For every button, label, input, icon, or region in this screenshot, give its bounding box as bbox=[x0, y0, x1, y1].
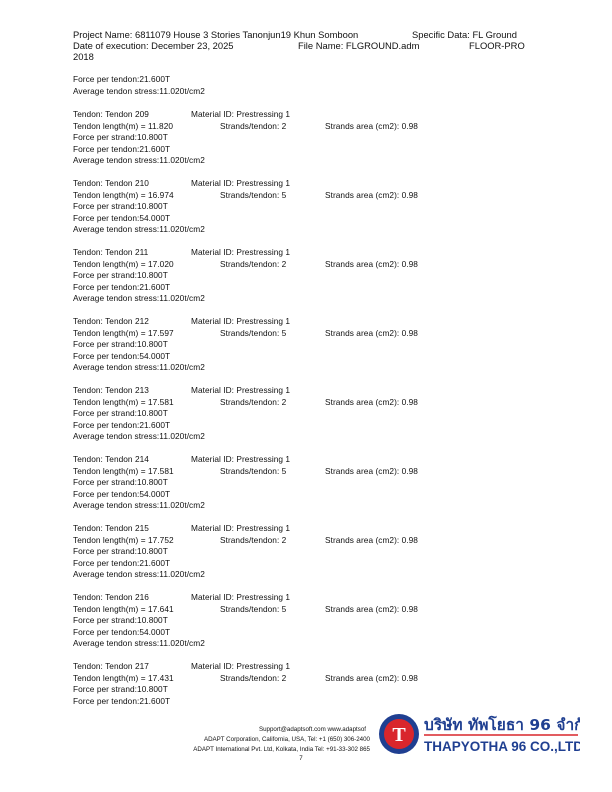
tendon-name: Tendon: Tendon 213 bbox=[73, 385, 149, 395]
tendon-row bbox=[73, 178, 291, 188]
force-per-strand: Force per strand:10.800T bbox=[73, 270, 168, 280]
tendon-row bbox=[73, 489, 170, 499]
material-id: Material ID: Prestressing 1 bbox=[191, 661, 291, 671]
product-year: 2018 bbox=[73, 51, 94, 62]
strands-per-tendon: Strands/tendon: 2 bbox=[220, 120, 287, 131]
tendon-row bbox=[73, 282, 170, 292]
logo-thai-name: บริษัท ทัพโยธา 96 จำกัด bbox=[424, 716, 580, 734]
tendon-row bbox=[73, 109, 291, 119]
force-per-tendon: Force per tendon:21.600T bbox=[73, 557, 171, 568]
tendon-name: Tendon: Tendon 215 bbox=[73, 523, 149, 533]
average-tendon-stress: Average tendon stress:11.020t/cm2 bbox=[73, 431, 205, 441]
material-id: Material ID: Prestressing 1 bbox=[191, 523, 291, 533]
strands-area: Strands area (cm2): 0.98 bbox=[325, 327, 418, 338]
company-logo-mark bbox=[378, 713, 580, 757]
project-name: Project Name: 6811079 House 3 Stories Tanonjun19 Khun Somboon bbox=[73, 29, 359, 40]
strands-area: Strands area (cm2): 0.98 bbox=[325, 189, 418, 200]
tendon-row bbox=[73, 408, 168, 418]
tendon-row bbox=[73, 569, 205, 579]
material-id: Material ID: Prestressing 1 bbox=[191, 592, 291, 602]
footer-support: Support@adaptsoft.com www.adaptsof bbox=[258, 726, 366, 733]
tendon-row bbox=[73, 351, 170, 361]
average-tendon-stress: Average tendon stress:11.020t/cm2 bbox=[73, 155, 205, 165]
force-per-tendon: Force per tendon:21.600T bbox=[73, 419, 171, 430]
strands-area: Strands area (cm2): 0.98 bbox=[325, 534, 418, 545]
logo-english-name: THAPYOTHA 96 CO.,LTD. bbox=[424, 739, 580, 754]
force-per-strand: Force per strand:10.800T bbox=[73, 477, 168, 487]
tendon-row bbox=[73, 592, 291, 602]
force-per-tendon: Force per tendon:21.600T bbox=[73, 695, 171, 706]
tendon-row bbox=[73, 339, 168, 349]
average-tendon-stress: Average tendon stress:11.020t/cm2 bbox=[73, 638, 205, 648]
tendon-row bbox=[73, 477, 168, 487]
strands-area: Strands area (cm2): 0.98 bbox=[325, 120, 418, 131]
tendon-row bbox=[73, 627, 170, 637]
tendon-length: Tendon length(m) = 17.581 bbox=[73, 465, 174, 476]
strands-per-tendon: Strands/tendon: 2 bbox=[220, 534, 287, 545]
force-per-strand: Force per strand:10.800T bbox=[73, 132, 168, 142]
tendon-length: Tendon length(m) = 17.597 bbox=[73, 327, 174, 338]
tendon-row bbox=[73, 431, 205, 441]
page-number: 7 bbox=[299, 755, 303, 762]
force-per-strand: Force per strand:10.800T bbox=[73, 615, 168, 625]
force-per-tendon: Force per tendon:21.600T bbox=[73, 143, 171, 154]
tendon-row bbox=[73, 558, 170, 568]
tendon-row bbox=[73, 362, 205, 372]
force-per-tendon: Force per tendon:54.000T bbox=[73, 626, 171, 637]
header-line-1 bbox=[73, 29, 358, 40]
tendon-row bbox=[73, 213, 170, 223]
tendon-row bbox=[73, 546, 168, 556]
file-name: File Name: FLGROUND.adm bbox=[298, 40, 420, 51]
tendon-row bbox=[73, 316, 291, 326]
logo-letter: T bbox=[392, 724, 406, 746]
tendon-row bbox=[73, 132, 168, 142]
average-tendon-stress: Average tendon stress:11.020t/cm2 bbox=[73, 569, 205, 579]
execution-date: Date of execution: December 23, 2025 bbox=[73, 40, 234, 51]
tendon-row bbox=[73, 144, 170, 154]
strands-area: Strands area (cm2): 0.98 bbox=[325, 465, 418, 476]
force-per-strand: Force per strand:10.800T bbox=[73, 546, 168, 556]
strands-per-tendon: Strands/tendon: 5 bbox=[220, 189, 287, 200]
tendon-row bbox=[73, 201, 168, 211]
tendon-name: Tendon: Tendon 214 bbox=[73, 454, 149, 464]
material-id: Material ID: Prestressing 1 bbox=[191, 385, 291, 395]
force-per-strand: Force per strand:10.800T bbox=[73, 201, 168, 211]
tendon-length: Tendon length(m) = 17.431 bbox=[73, 672, 174, 683]
tendon-row bbox=[73, 615, 168, 625]
specific-data: Specific Data: FL Ground bbox=[412, 29, 517, 40]
tendon-row bbox=[73, 638, 205, 648]
force-per-tendon: Force per tendon:54.000T bbox=[73, 212, 171, 223]
tendon-name: Tendon: Tendon 216 bbox=[73, 592, 149, 602]
force-per-tendon: Force per tendon:21.600T bbox=[73, 281, 171, 292]
strands-per-tendon: Strands/tendon: 5 bbox=[220, 327, 287, 338]
tendon-row bbox=[73, 189, 418, 200]
tendon-name: Tendon: Tendon 217 bbox=[73, 661, 149, 671]
tendon-length: Tendon length(m) = 17.020 bbox=[73, 258, 174, 269]
tendon-name: Tendon: Tendon 210 bbox=[73, 178, 149, 188]
tendon-row bbox=[73, 696, 170, 706]
strands-per-tendon: Strands/tendon: 2 bbox=[220, 672, 287, 683]
tendon-row bbox=[73, 293, 205, 303]
force-per-strand: Force per strand:10.800T bbox=[73, 339, 168, 349]
tendon-name: Tendon: Tendon 212 bbox=[73, 316, 149, 326]
tendon-length: Tendon length(m) = 16.974 bbox=[73, 189, 174, 200]
tendon-row bbox=[73, 672, 418, 683]
tendon-length: Tendon length(m) = 17.752 bbox=[73, 534, 174, 545]
tendon-length: Tendon length(m) = 17.641 bbox=[73, 603, 174, 614]
average-tendon-stress: Average tendon stress:11.020t/cm2 bbox=[73, 362, 205, 372]
tendon-row bbox=[73, 120, 418, 131]
tendon-name: Tendon: Tendon 209 bbox=[73, 109, 149, 119]
average-tendon-stress: Average tendon stress:11.020t/cm2 bbox=[73, 500, 205, 510]
footer-corporation: ADAPT Corporation, California, USA, Tel: +1 (650) 306-2400 bbox=[203, 736, 370, 743]
material-id: Material ID: Prestressing 1 bbox=[191, 316, 291, 326]
strands-area: Strands area (cm2): 0.98 bbox=[325, 672, 418, 683]
tendon-row bbox=[73, 603, 418, 614]
tendon-row bbox=[73, 224, 205, 234]
strands-per-tendon: Strands/tendon: 2 bbox=[220, 258, 287, 269]
tendon-row bbox=[73, 396, 418, 407]
tendon-row bbox=[73, 327, 418, 338]
tendon-row bbox=[73, 454, 291, 464]
tendon-row bbox=[73, 465, 418, 476]
material-id: Material ID: Prestressing 1 bbox=[191, 178, 291, 188]
tendon-row bbox=[73, 534, 418, 545]
strands-per-tendon: Strands/tendon: 5 bbox=[220, 465, 287, 476]
strands-area: Strands area (cm2): 0.98 bbox=[325, 396, 418, 407]
strands-area: Strands area (cm2): 0.98 bbox=[325, 258, 418, 269]
force-per-tendon: Force per tendon:54.000T bbox=[73, 488, 171, 499]
force-per-tendon: Force per tendon:54.000T bbox=[73, 350, 171, 361]
material-id: Material ID: Prestressing 1 bbox=[191, 454, 291, 464]
tendon-row bbox=[73, 247, 291, 257]
tendon-row bbox=[73, 661, 291, 671]
material-id: Material ID: Prestressing 1 bbox=[191, 109, 291, 119]
tendon-row bbox=[73, 258, 418, 269]
tendon-name: Tendon: Tendon 211 bbox=[73, 247, 149, 257]
company-logo bbox=[378, 713, 580, 757]
continuation-avg-stress: Average tendon stress:11.020t/cm2 bbox=[73, 86, 205, 96]
strands-per-tendon: Strands/tendon: 5 bbox=[220, 603, 287, 614]
strands-area: Strands area (cm2): 0.98 bbox=[325, 603, 418, 614]
product-name: FLOOR-PRO bbox=[469, 40, 525, 51]
tendon-length: Tendon length(m) = 17.581 bbox=[73, 396, 174, 407]
tendon-row bbox=[73, 684, 168, 694]
tendon-row bbox=[73, 523, 291, 533]
tendon-row bbox=[73, 500, 205, 510]
average-tendon-stress: Average tendon stress:11.020t/cm2 bbox=[73, 224, 205, 234]
continuation-force-tendon: Force per tendon:21.600T bbox=[73, 74, 171, 84]
force-per-strand: Force per strand:10.800T bbox=[73, 408, 168, 418]
material-id: Material ID: Prestressing 1 bbox=[191, 247, 291, 257]
force-per-strand: Force per strand:10.800T bbox=[73, 684, 168, 694]
tendon-length: Tendon length(m) = 11.820 bbox=[73, 120, 174, 131]
tendon-row bbox=[73, 270, 168, 280]
footer-international: ADAPT International Pvt. Ltd, Kolkata, India Tel: +91-33-302 865 bbox=[193, 746, 370, 753]
tendon-row bbox=[73, 420, 170, 430]
tendon-row bbox=[73, 385, 291, 395]
average-tendon-stress: Average tendon stress:11.020t/cm2 bbox=[73, 293, 205, 303]
tendon-row bbox=[73, 155, 205, 165]
strands-per-tendon: Strands/tendon: 2 bbox=[220, 396, 287, 407]
